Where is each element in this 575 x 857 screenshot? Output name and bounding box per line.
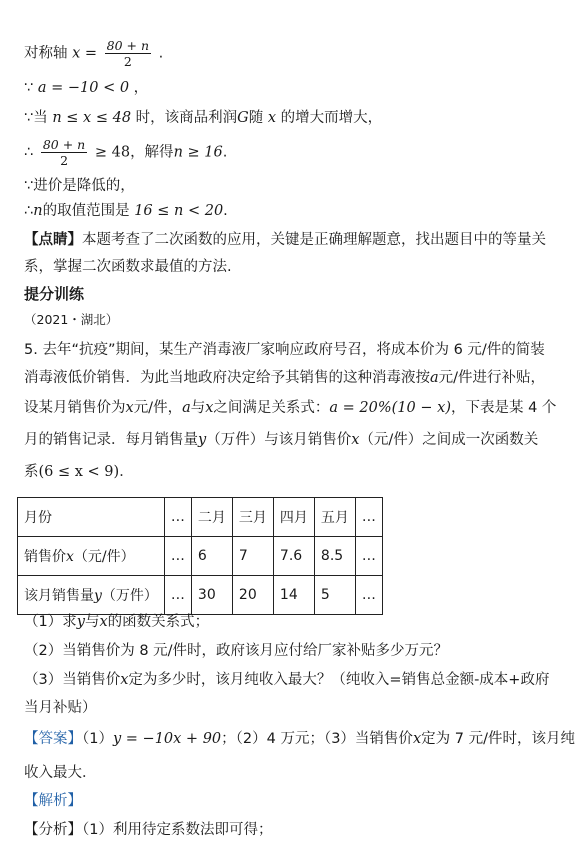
table-cell: 五月: [314, 498, 355, 537]
text: 定为多少时，该月纯收入最大？（纯收入=销售总金额-成本+政府: [128, 672, 550, 688]
table-cell: 20: [232, 576, 273, 615]
jiexi-tag: 【解析】: [24, 793, 82, 809]
text: 的增大而增大，: [280, 110, 383, 126]
math: a = 20%(10 − x): [329, 400, 451, 416]
math: a = −10 < 0: [37, 80, 130, 96]
text: （1）求: [24, 614, 77, 630]
text: ，解得: [130, 144, 174, 161]
text: 该月销售量: [24, 588, 94, 604]
subquestion-3-cont: 当月补贴）: [24, 700, 97, 716]
math: y: [94, 588, 102, 604]
text: .: [223, 203, 228, 219]
text: .: [222, 144, 228, 161]
text: 时，该商品利润: [135, 110, 238, 126]
text: ；（2）4 万元；（3）当销售价: [221, 731, 413, 747]
table-cell: …: [164, 537, 191, 576]
line-axis-of-symmetry: [24, 38, 163, 69]
because-symbol: ∵: [24, 110, 34, 126]
table-cell: 月份: [18, 498, 165, 537]
answer-line: [24, 729, 575, 749]
question-line-4: [24, 430, 538, 450]
table-cell: 7.6: [273, 537, 314, 576]
math: G: [237, 110, 249, 126]
math: x: [205, 400, 214, 416]
therefore-symbol: ∴: [24, 203, 34, 219]
math: a: [430, 370, 439, 386]
table-cell: 5: [314, 576, 355, 615]
table-cell: …: [355, 576, 382, 615]
fraction-numerator: 80 + n: [42, 137, 86, 152]
table-cell: …: [164, 576, 191, 615]
math: x =: [72, 45, 98, 62]
because-symbol: ∵: [24, 80, 34, 96]
line-dianjing: [24, 230, 546, 250]
math: 16 ≤ n < 20: [134, 203, 224, 219]
table-cell: 四月: [273, 498, 314, 537]
text: 的取值范围是: [42, 203, 130, 219]
text: （元/件）之间成一次函数关: [359, 432, 539, 448]
text: ，: [133, 80, 149, 96]
subquestion-3: [24, 670, 549, 690]
line-solve-n: [24, 137, 227, 168]
table-cell: 6: [191, 537, 232, 576]
answer-line-cont: 收入最大．: [24, 765, 97, 781]
text: 与: [84, 614, 100, 630]
fraction: [105, 38, 151, 69]
math: n: [33, 203, 43, 219]
text: 随: [248, 110, 264, 126]
line-price-reduced: [24, 176, 135, 196]
question-line-2: [24, 368, 545, 388]
table-row: [18, 537, 383, 576]
text: 系，掌握二次函数求最值的方法.: [24, 259, 232, 275]
text: 对称轴: [24, 45, 68, 62]
table-cell: 8.5: [314, 537, 355, 576]
text: 销售价: [24, 549, 66, 565]
section-title: 提分训练: [24, 285, 85, 303]
dianjing-tag: 【点睛】: [24, 232, 82, 248]
math: x: [120, 672, 129, 688]
text: ，下表是某 4 个: [450, 400, 557, 416]
table-cell: 二月: [191, 498, 232, 537]
table-cell: …: [355, 537, 382, 576]
table-cell: [18, 576, 165, 615]
fenxi-tag: 【分析】: [24, 822, 82, 838]
subquestion-2: （2）当销售价为 8 元/件时，政府该月应付给厂家补贴多少万元？: [24, 643, 449, 659]
math: y: [76, 614, 85, 630]
line-n-range: [24, 201, 228, 221]
text: （3）当销售价: [24, 672, 121, 688]
subquestion-1: [24, 612, 209, 632]
answer-tag: 【答案】: [24, 731, 82, 747]
text: 本题考查了二次函数的应用，关键是正确理解题意，找出题目中的等量关: [82, 232, 546, 248]
table-cell: …: [355, 498, 382, 537]
math: x: [99, 614, 108, 630]
line-dianjing-cont: [24, 257, 232, 277]
fraction: [41, 137, 87, 168]
question-line-1: 5. 去年“抗疫”期间，某生产消毒液厂家响应政府号召，将成本价为 6 元/件的简装: [24, 342, 545, 358]
text: （元/件）: [73, 549, 135, 565]
text: 的函数关系式；: [107, 614, 210, 630]
text: .: [158, 45, 164, 62]
text: ．: [119, 464, 134, 480]
text: 与: [190, 400, 206, 416]
table-cell: 30: [191, 576, 232, 615]
text: 月的销售记录．每月销售量: [24, 432, 198, 448]
text: ∵进价是降低的，: [24, 178, 135, 194]
table-row: [18, 576, 383, 615]
text: 消毒液低价销售．为此当地政府决定给予其销售的这种消毒液按: [24, 370, 430, 386]
math: ≥ 48: [94, 144, 131, 161]
line-a-negative: [24, 78, 148, 98]
fenxi-line: [24, 820, 272, 840]
text: 设某月销售价为: [24, 400, 126, 416]
table-cell: 14: [273, 576, 314, 615]
text: 系: [24, 464, 39, 480]
text: 定为 7 元/件时，该月纯: [421, 731, 575, 747]
table-cell: …: [164, 498, 191, 537]
therefore-symbol: ∴: [24, 144, 34, 161]
text: （1）: [82, 731, 113, 747]
text: 元/件进行补贴，: [438, 370, 546, 386]
fraction-denominator: 2: [60, 153, 69, 168]
question-line-3: [24, 398, 556, 418]
text: （1）利用待定系数法即可得；: [82, 822, 273, 838]
table-row: [18, 498, 383, 537]
text: （万件）与该月销售价: [206, 432, 352, 448]
table-cell: 三月: [232, 498, 273, 537]
math: y: [198, 432, 207, 448]
table-cell: [18, 537, 165, 576]
question-line-5: [24, 462, 134, 482]
text: 当: [33, 110, 48, 126]
line-increasing: [24, 108, 382, 128]
math: y = −10x + 90: [112, 731, 222, 747]
text: 元/件，: [133, 400, 183, 416]
math: x: [351, 432, 360, 448]
fraction-denominator: 2: [123, 54, 132, 69]
math: a: [182, 400, 191, 416]
math: n ≤ x ≤ 48: [52, 110, 132, 126]
text: （万件）: [101, 588, 158, 604]
math: n ≥ 16: [173, 144, 223, 161]
table-cell: 7: [232, 537, 273, 576]
sales-table: [17, 497, 383, 615]
text: 之间满足关系式：: [213, 400, 330, 416]
math: x: [267, 110, 277, 126]
math: x: [125, 400, 134, 416]
fraction-numerator: 80 + n: [106, 38, 150, 53]
math: x: [412, 731, 422, 747]
source-tag: （2021・湖北）: [24, 312, 119, 327]
math: (6 ≤ x < 9): [38, 464, 120, 480]
math: x: [66, 549, 74, 565]
